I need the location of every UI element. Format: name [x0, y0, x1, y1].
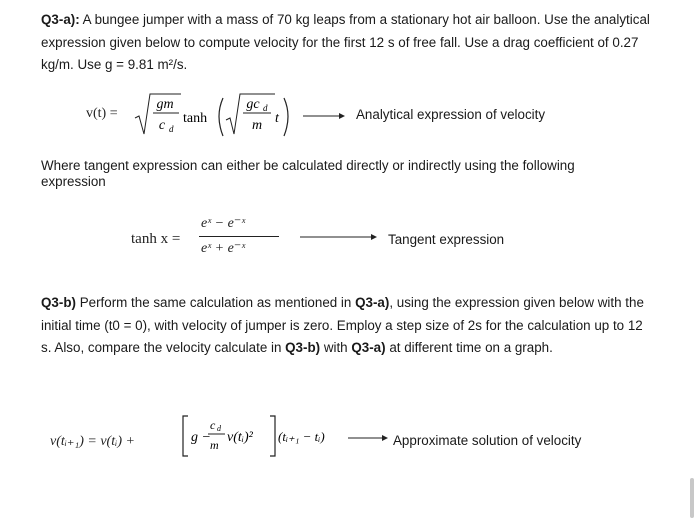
eq1-num: gm	[156, 97, 174, 112]
eq3-label: Approximate solution of velocity	[393, 433, 582, 448]
q3b-text-2: , using the expression given below with the initial time (t0 = 0), with velocity of jumper is zero. Employ a step size of 2s for the calculation up to 12 s. Also, compare the velocity calculate in	[41, 295, 644, 355]
where-paragraph: Where tangent expression can either be calculated directly or indirectly using the following expression	[41, 158, 575, 189]
q3a-text: A bungee jumper with a mass of 70 kg leaps from a stationary hot air balloon. Use the analytical expression given below to compute velocity for the first 12 s of free fall. Use a drag coefficient of 0.27 kg/m. Use g = 9.81 m²/s.	[41, 12, 650, 72]
eq1-left-paren	[219, 98, 223, 136]
eq2-lhs	[131, 231, 180, 248]
eq1-den: c	[158, 118, 166, 133]
eq3-left-bracket	[183, 416, 188, 456]
q3a-paragraph	[41, 9, 651, 77]
eq3-g: g −	[191, 430, 211, 445]
eq3-right-bracket	[270, 416, 275, 456]
q3a-label: Q3-a):	[41, 12, 80, 27]
eq2-num: eˣ − e⁻ˣ	[201, 216, 246, 231]
eq1-label: Analytical expression of velocity	[356, 107, 546, 122]
eq3-vsq: v(tᵢ)²	[227, 430, 253, 445]
eq3-m: m	[210, 438, 219, 452]
eq1-tanh: tanh	[183, 111, 208, 126]
q3b-text-4: at different time on a graph.	[385, 340, 553, 355]
eq3-cd-sub: d	[217, 424, 221, 433]
eq1-formula-svg	[133, 88, 345, 140]
q3b-ref-3: Q3-a)	[351, 340, 386, 355]
eq1-right-paren	[284, 98, 288, 136]
eq1-den-sub: d	[169, 124, 174, 134]
eq2-den: eˣ + e⁻ˣ	[201, 241, 246, 256]
eq3-formula-svg	[180, 412, 390, 462]
eq3-cd: c	[210, 418, 216, 432]
eq1-arrow-head	[339, 113, 345, 119]
eq3-dt: (tᵢ₊₁ − tᵢ)	[278, 429, 325, 444]
q3b-paragraph	[41, 292, 651, 360]
q3b-text-1: Perform the same calculation as mentioned in	[75, 295, 356, 310]
scrollbar-thumb[interactable]	[690, 478, 694, 518]
q3b-ref-2: Q3-b)	[285, 340, 321, 355]
eq3-lhs: v(tᵢ₊₁) = v(tᵢ) +	[50, 434, 135, 449]
eq3-arrow-head	[382, 435, 388, 441]
eq1-inner-den: m	[251, 118, 263, 133]
q3b-ref-1: Q3-a)	[355, 295, 390, 310]
q3b-label: Q3-b)	[41, 295, 76, 310]
eq1-inner-num-sub: d	[263, 103, 268, 113]
q3b-text-3: with	[320, 340, 352, 355]
eq2-lhs-text: tanh x =	[131, 231, 181, 247]
eq1-lhs: v(t) =	[86, 106, 118, 121]
eq2-arrow	[300, 233, 378, 241]
eq1-t: t	[275, 111, 279, 126]
eq2-fraction-bar	[199, 236, 279, 237]
eq1-inner-num: gc	[246, 97, 260, 112]
eq2-label: Tangent expression	[388, 232, 505, 247]
